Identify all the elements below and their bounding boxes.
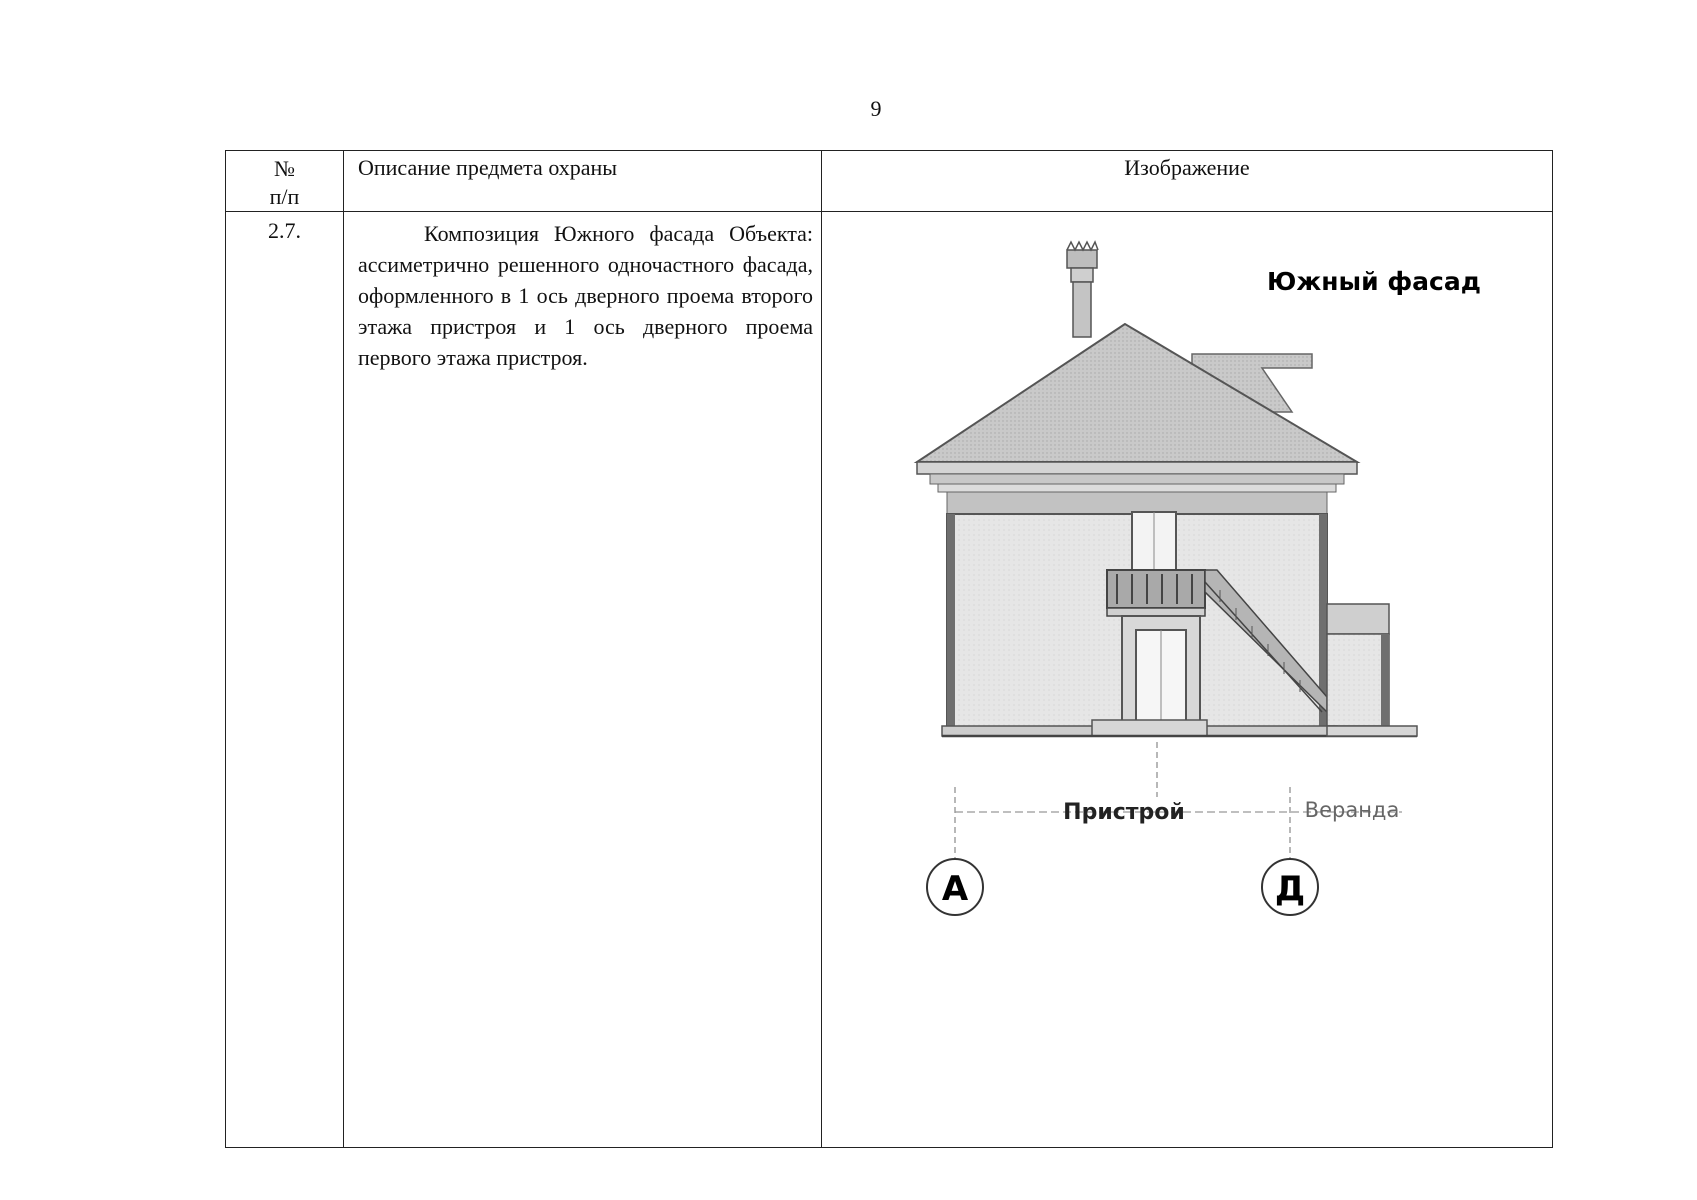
axis-marker-a: [927, 859, 983, 915]
header-image: Изображение: [822, 151, 1553, 212]
table-header-row: [226, 151, 1553, 212]
header-number-line2: п/п: [269, 184, 300, 209]
header-description: Описание предмета охраны: [344, 151, 822, 212]
header-number: [226, 151, 344, 212]
page-number: 9: [870, 96, 882, 121]
balcony: [1107, 570, 1205, 616]
axis-label-a: А: [941, 869, 969, 909]
main-roof: [917, 324, 1357, 462]
chimney: [1067, 242, 1098, 337]
table-row: [226, 212, 1553, 1148]
cornice: [917, 462, 1357, 474]
row-image-cell: [822, 212, 1553, 1148]
row-description-cell: [344, 212, 822, 1148]
axis-label-d: Д: [1274, 869, 1306, 909]
south-facade-drawing: [822, 212, 1537, 1142]
drawing-title: Южный фасад: [1267, 267, 1481, 296]
row-number: 2.7.: [226, 212, 344, 1148]
span-label-veranda: Веранда: [1304, 798, 1400, 822]
second-floor-door: [1132, 512, 1176, 570]
veranda: [1327, 604, 1389, 726]
first-floor-door: [1122, 616, 1200, 726]
protection-table: [225, 150, 1553, 1148]
header-number-line1: №: [274, 156, 295, 181]
row-description: Композиция Южного фасада Объекта: ассиметрично решенного одночастного фасада, оформленного в 1 ось дверного проема второго этажа пристроя и 1 ось дверного проема первого этажа пристроя.: [358, 221, 813, 370]
span-label-annex: Пристрой: [1063, 800, 1185, 825]
axis-marker-d: [1262, 859, 1318, 915]
